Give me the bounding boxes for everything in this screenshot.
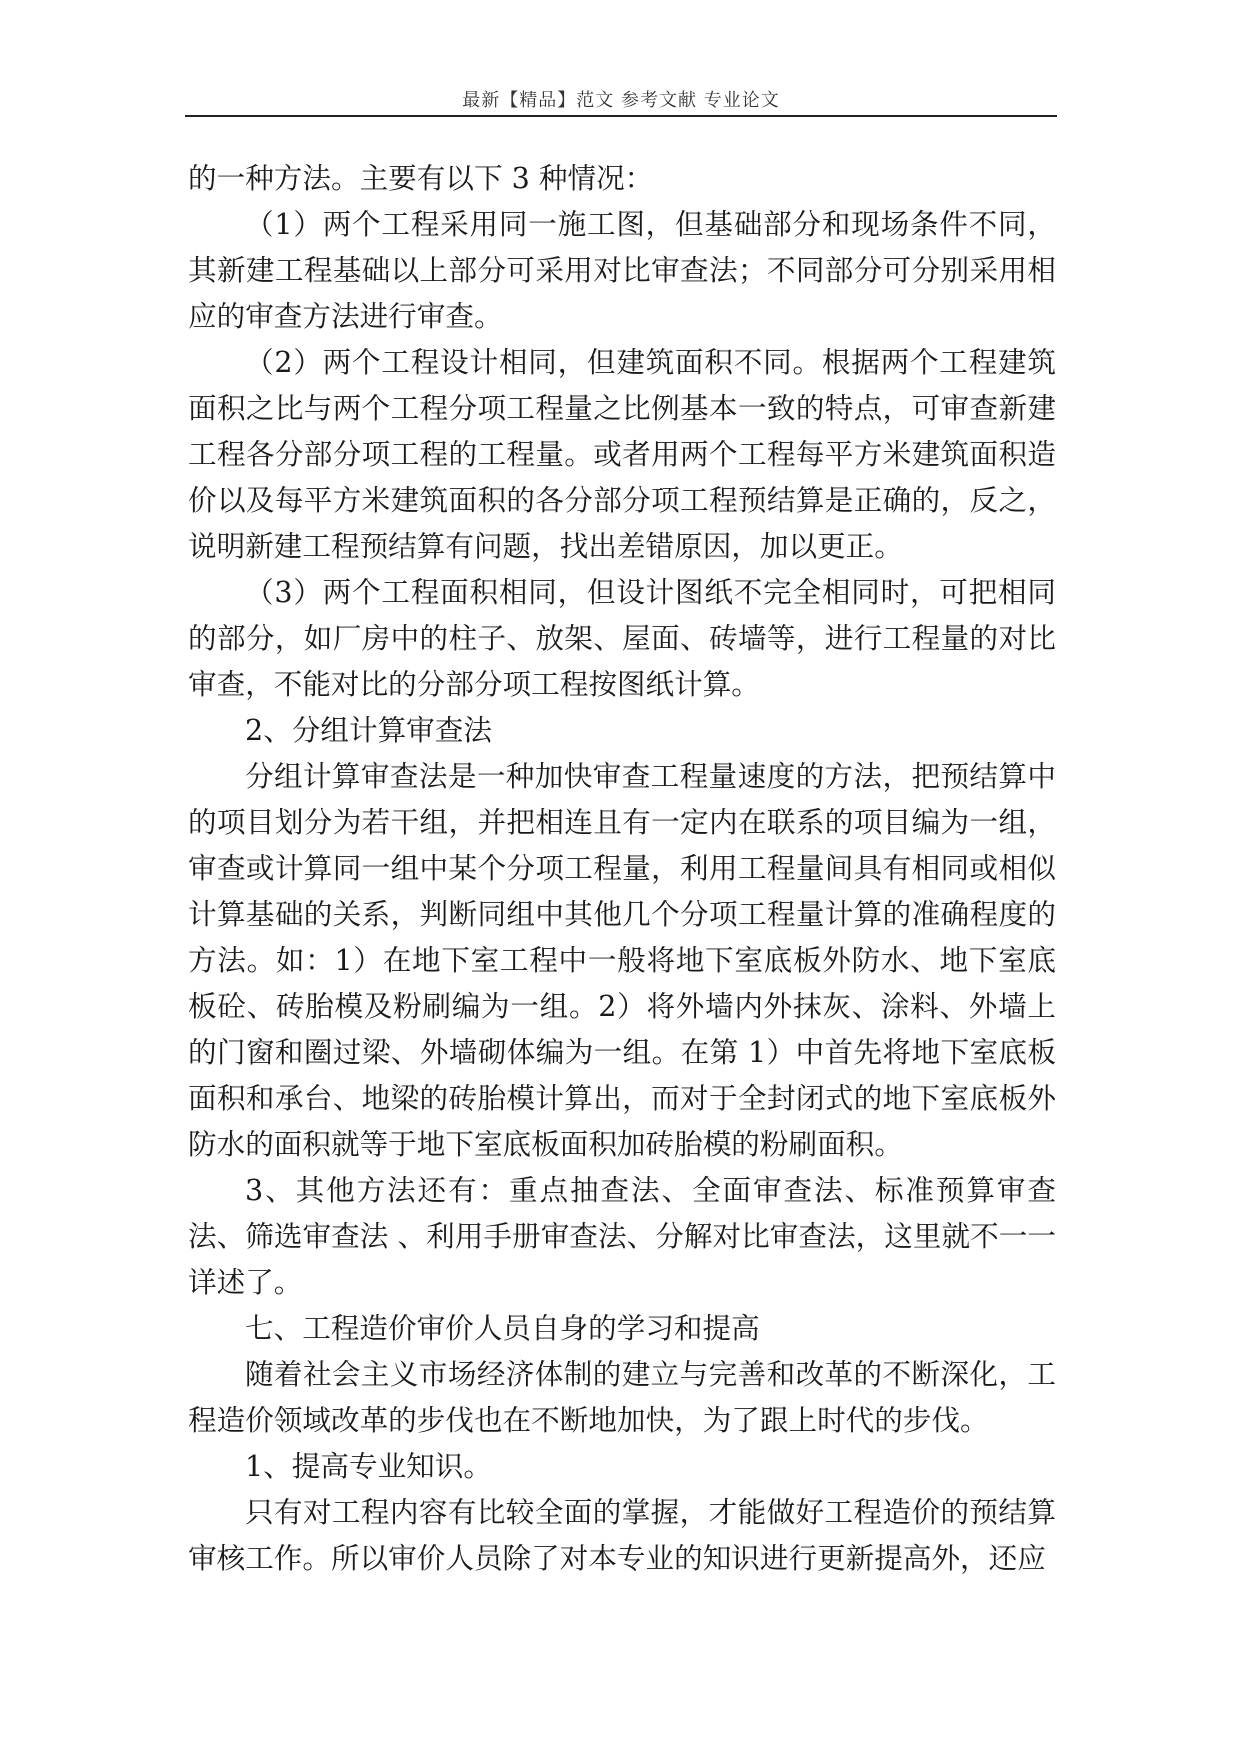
section-heading-grouping: 2、分组计算审查法 [245,713,492,747]
paragraph-5: 分组计算审查法是一种加快审查工程量速度的方法，把预结算中的项目划分为若干组，并把相连且有一定内在联系的项目编为一组，审查或计算同一组中某个分项工程量，利用工程量间具有相同或相似计算基础的关系，判断同组中其他几个分项工程量计算的准确程度的方法。如：1）在地下室工程中一般将地下室底板外防水、地下室底板砼、砖胎模及粉刷编为一组。2）将外墙内外抹灰、涂料、外墙上的门窗和圈过梁、外墙砌体编为一组。在第 1）中首先将地下室底板面积和承台、地梁的砖胎模计算出，而对于全封闭式的地下室底板外防水的面积就等于地下室底板面积加砖胎模的粉刷面积。 [188,759,1056,1161]
subsection-heading-1: 1、提高专业知识。 [245,1449,492,1483]
section-heading-7: 七、工程造价审价人员自身的学习和提高 [245,1311,760,1345]
paragraph-2: （1）两个工程采用同一施工图，但基础部分和现场条件不同，其新建工程基础以上部分可采用对比审查法；不同部分可分别采用相应的审查方法进行审查。 [188,207,1056,333]
paragraph-7: 随着社会主义市场经济体制的建立与完善和改革的不断深化，工程造价领域改革的步伐也在不断地加快，为了跟上时代的步伐。 [188,1357,1056,1437]
page-header: 最新【精品】范文 参考文献 专业论文 [462,90,780,111]
header-divider [185,115,1057,117]
paragraph-1: 的一种方法。主要有以下 3 种情况： [188,161,654,195]
paragraph-8: 只有对工程内容有比较全面的掌握，才能做好工程造价的预结算审核工作。所以审价人员除了对本专业的知识进行更新提高外，还应 [188,1495,1056,1575]
document-body [188,155,1056,1581]
paragraph-6: 3、其他方法还有：重点抽查法、全面审查法、标准预算审查法、筛选审查法 、利用手册审查法、分解对比审查法，这里就不一一详述了。 [188,1173,1056,1299]
paragraph-3: （2）两个工程设计相同，但建筑面积不同。根据两个工程建筑面积之比与两个工程分项工程量之比例基本一致的特点，可审查新建工程各分部分项工程的工程量。或者用两个工程每平方米建筑面积造价以及每平方米建筑面积的各分部分项工程预结算是正确的，反之，说明新建工程预结算有问题，找出差错原因，加以更正。 [188,345,1056,563]
paragraph-4: （3）两个工程面积相同，但设计图纸不完全相同时，可把相同的部分，如厂房中的柱子、放架、屋面、砖墙等，进行工程量的对比审查，不能对比的分部分项工程按图纸计算。 [188,575,1056,701]
